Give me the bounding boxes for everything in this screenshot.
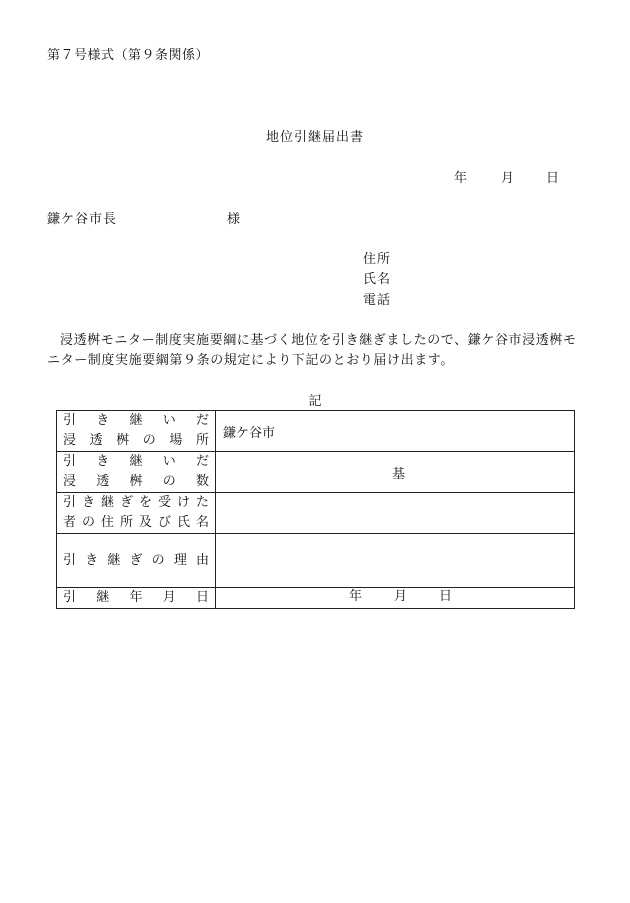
recipient-value-field[interactable] <box>216 493 575 534</box>
label-line: 引き継ぎを受けた <box>63 495 209 510</box>
table-row <box>57 534 575 588</box>
label-line: 引き継いだ <box>63 454 209 469</box>
body-paragraph: 浸透桝モニター制度実施要綱に基づく地位を引き継ぎましたので、鎌ケ谷市浸透桝モニター制度実施要綱第９条の規定により下記のとおり届け出ます。 <box>47 333 577 368</box>
note-heading: 記 <box>308 394 322 409</box>
transfer-date-month: 月 <box>394 589 408 604</box>
label-line: 引継年月日 <box>63 590 209 605</box>
count-unit-text: 基 <box>391 466 405 482</box>
label-line: 浸透桝の数 <box>63 474 209 489</box>
date-month-label: 月 <box>501 171 515 186</box>
label-line: 引き継いだ <box>63 413 209 428</box>
label-line: 浸透桝の場所 <box>63 433 209 448</box>
applicant-address-label: 住所 <box>363 252 392 267</box>
transfer-date-day: 日 <box>439 589 453 604</box>
table-row <box>57 493 575 534</box>
addressee-honorific: 様 <box>227 212 241 227</box>
applicant-phone-label: 電話 <box>363 293 392 308</box>
row-label-location <box>57 411 216 452</box>
label-line: 者の住所及び氏名 <box>63 515 209 530</box>
document-title: 地位引継届出書 <box>265 130 364 145</box>
form-number: 第７号様式（第９条関係） <box>47 48 210 63</box>
date-year-label: 年 <box>454 171 468 186</box>
location-value-text: 鎌ケ谷市 <box>223 425 276 441</box>
label-line: 引き継ぎの理由 <box>63 552 209 568</box>
date-day-label: 日 <box>546 171 560 186</box>
reason-value-field[interactable] <box>216 534 575 588</box>
count-value-field[interactable] <box>216 452 575 493</box>
transfer-date-field[interactable] <box>216 588 575 609</box>
transfer-date-year: 年 <box>349 589 363 604</box>
applicant-name-label: 氏名 <box>363 272 392 287</box>
row-label-recipient <box>57 493 216 534</box>
form-table <box>56 410 575 609</box>
table-row <box>57 588 575 609</box>
row-label-reason <box>57 534 216 588</box>
row-label-transfer-date <box>57 588 216 609</box>
row-label-count <box>57 452 216 493</box>
addressee-name: 鎌ケ谷市長 <box>47 212 118 227</box>
table-row <box>57 452 575 493</box>
location-value-field[interactable] <box>216 411 575 452</box>
table-row <box>57 411 575 452</box>
